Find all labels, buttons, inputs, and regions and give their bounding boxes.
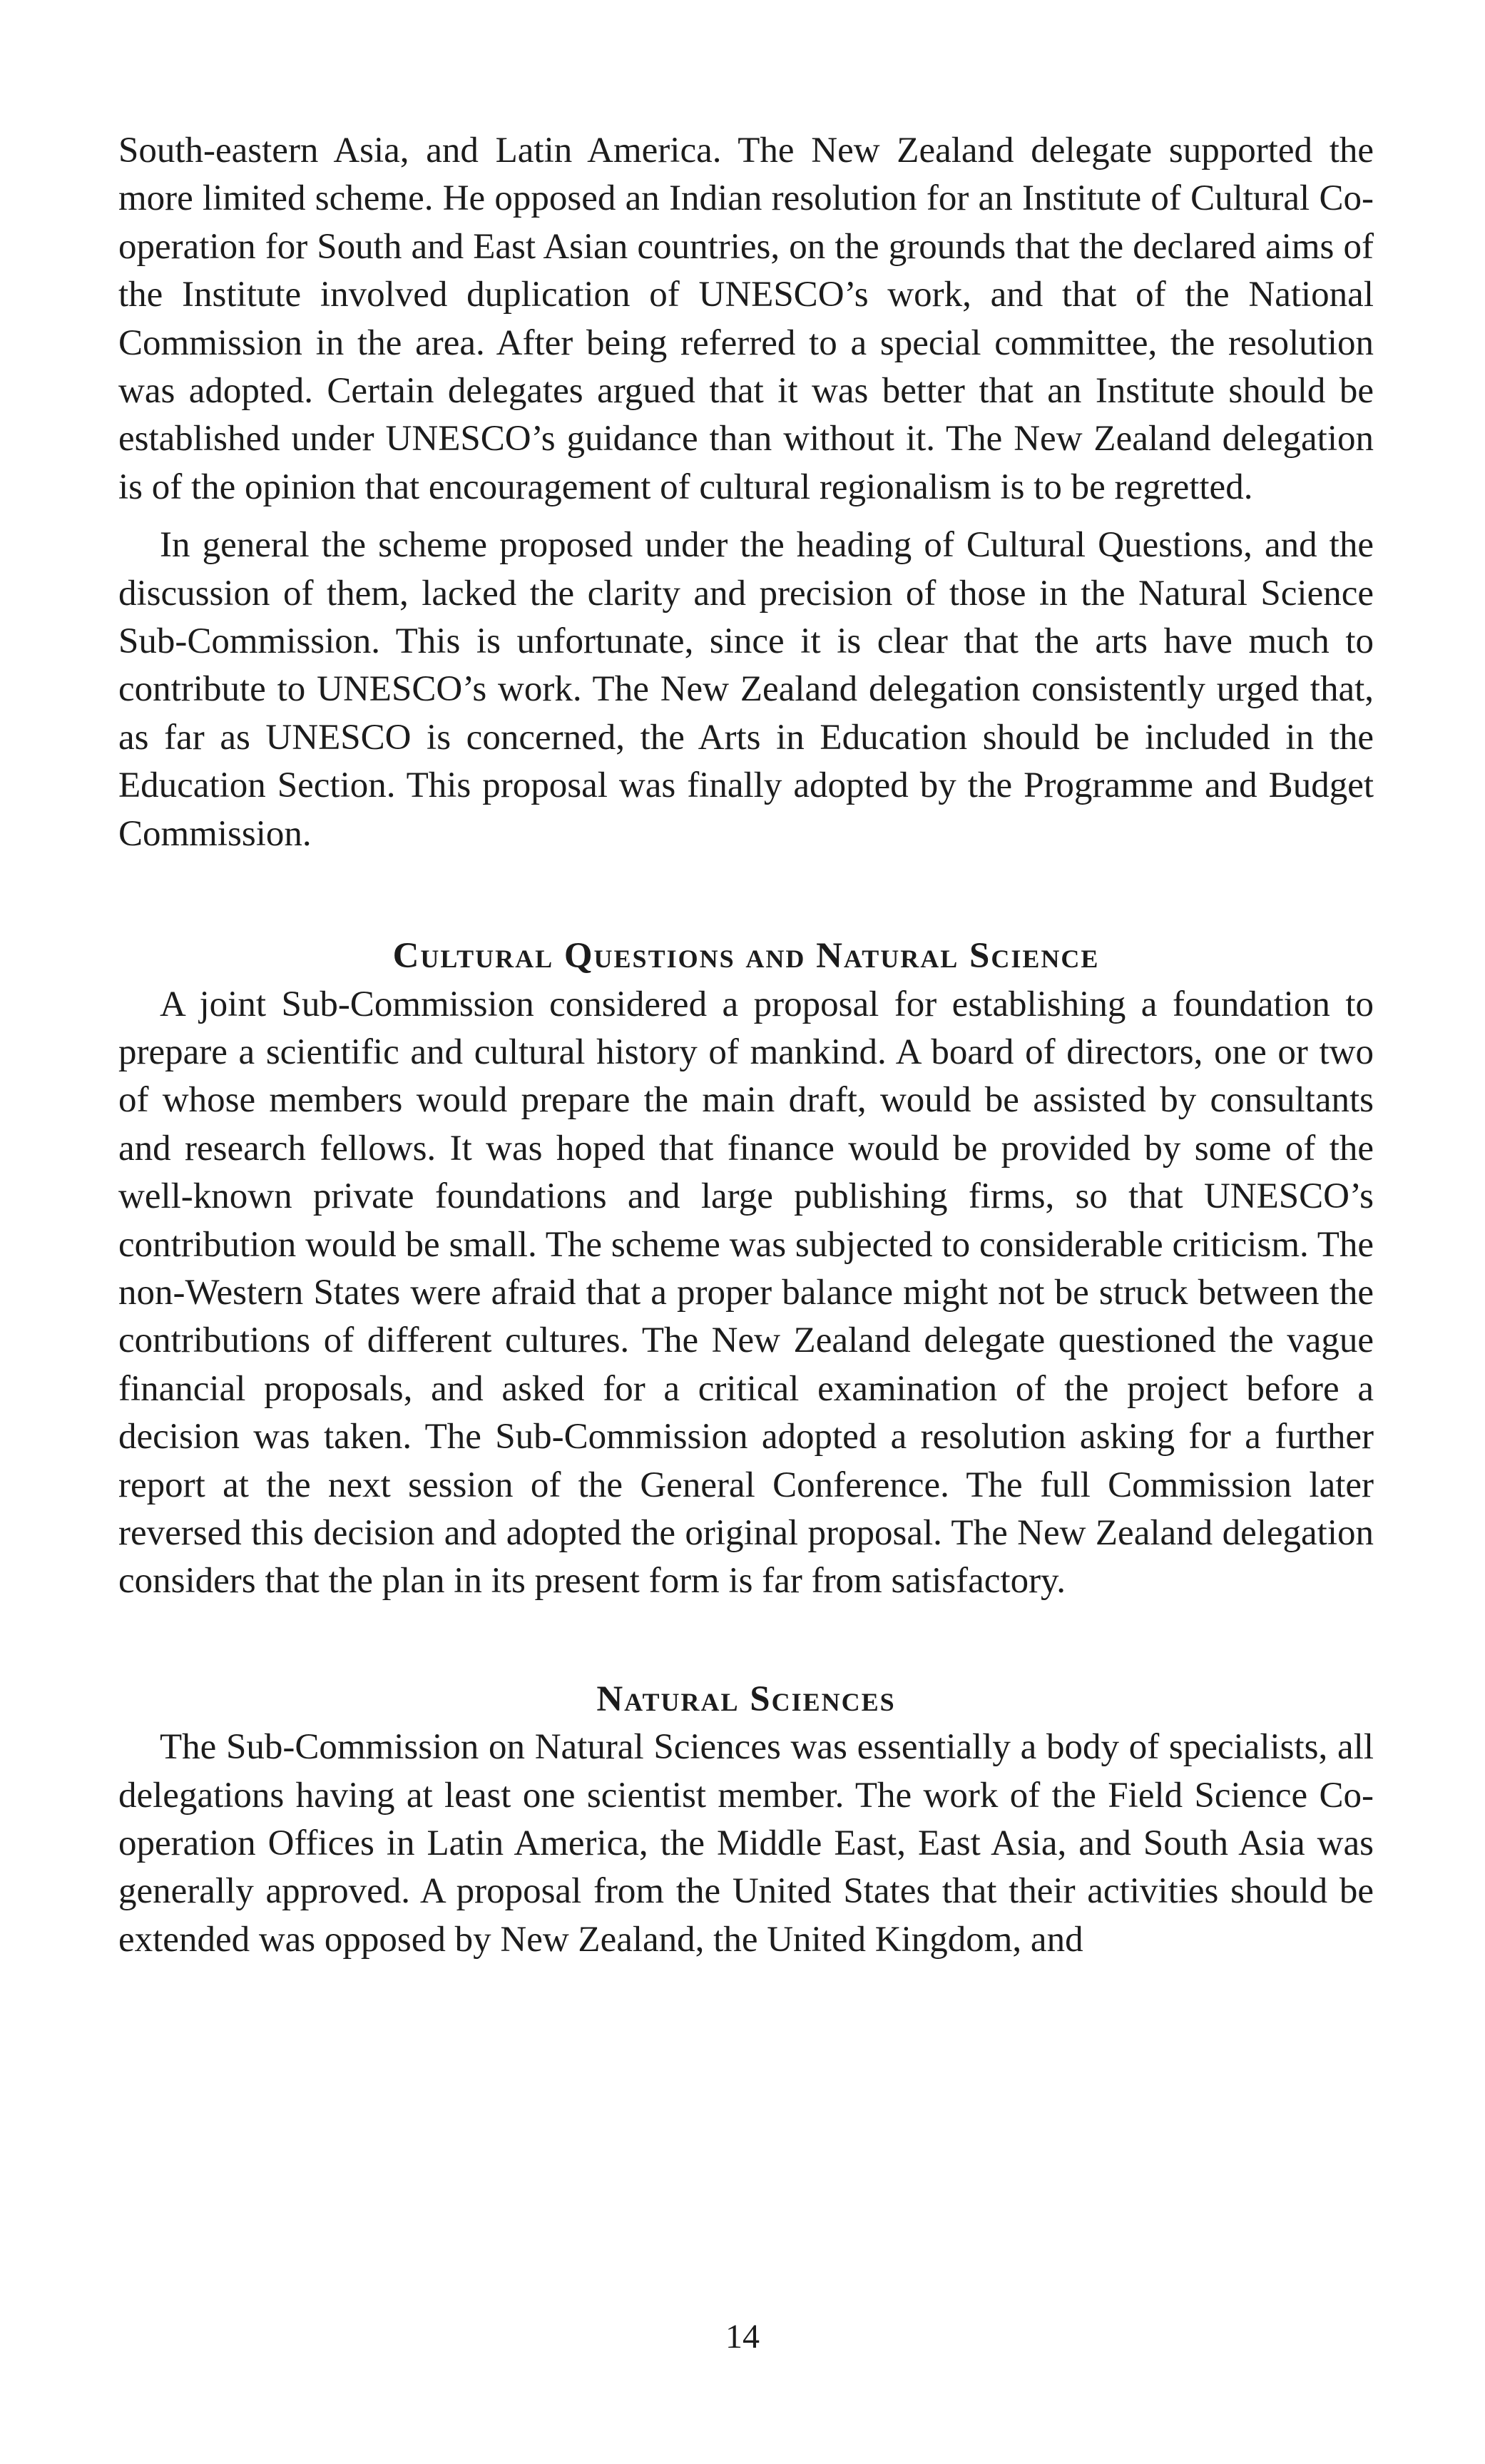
page-number: 14 [725, 2318, 760, 2356]
document-page [118, 127, 1374, 1964]
paragraph-history-of-mankind: A joint Sub-Commission considered a proposal for establishing a foundation to prepare a scientific and cultural history of mankind. A board of directors, one or two of whose members would prepare the main draft, would be assisted by consultants and research fellows. It was hoped that finance would be provided by some of the well-known private foundations and large publishing firms, so that UNESCO’s contribution would be small. The scheme was subjected to considerable criticism. The non-Western States were afraid that a proper balance might not be struck between the contributions of different cultures. The New Zealand delegate questioned the vague financial proposals, and asked for a critical examination of the project before a decision was taken. The Sub-Commission adopted a resolution asking for a further report at the next session of the General Conference. The full Commission later reversed this decision and adopted the original proposal. The New Zealand delegation considers that the plan in its present form is far from satisfactory. [118, 984, 1374, 1602]
section-heading-cultural-natural-science: Cultural Questions and Natural Science [392, 936, 1100, 977]
paragraph-cultural-questions: In general the scheme proposed under the heading of Cultural Questions, and the discussion of them, lacked the clarity and precision of those in the Natural Science Sub-Commission. This is unfortunate, since it is clear that the arts have much to contribute to UNESCO’s work. The New Zealand delegation consistently urged that, as far as UNESCO is concerned, the Arts in Education should be included in the Education Section. This proposal was finally adopted by the Programme and Budget Commission. [118, 525, 1374, 854]
paragraph-regional-institutes: South-eastern Asia, and Latin America. The New Zealand delegate supported the more limited scheme. He opposed an Indian resolution for an Institute of Cultural Co-operation for South and East Asian countries, on the grounds that the declared aims of the Institute involved duplication of UNESCO’s work, and that of the National Commission in the area. After being referred to a special committee, the resolution was adopted. Certain delegates argued that it was better that an Institute should be established under UNESCO’s guidance than without it. The New Zealand delegation is of the opinion that encouragement of cultural regionalism is to be regretted. [118, 131, 1374, 507]
section-heading-natural-sciences: Natural Sciences [596, 1679, 896, 1719]
paragraph-natural-sciences: The Sub-Commission on Natural Sciences was essentially a body of specialists, all delegations having at least one scientist member. The work of the Field Science Co-operation Offices in Latin America, the Middle East, East Asia, and South Asia was generally approved. A proposal from the United States that their activities should be extended was opposed by New Zealand, the United Kingdom, and [118, 1727, 1374, 1960]
